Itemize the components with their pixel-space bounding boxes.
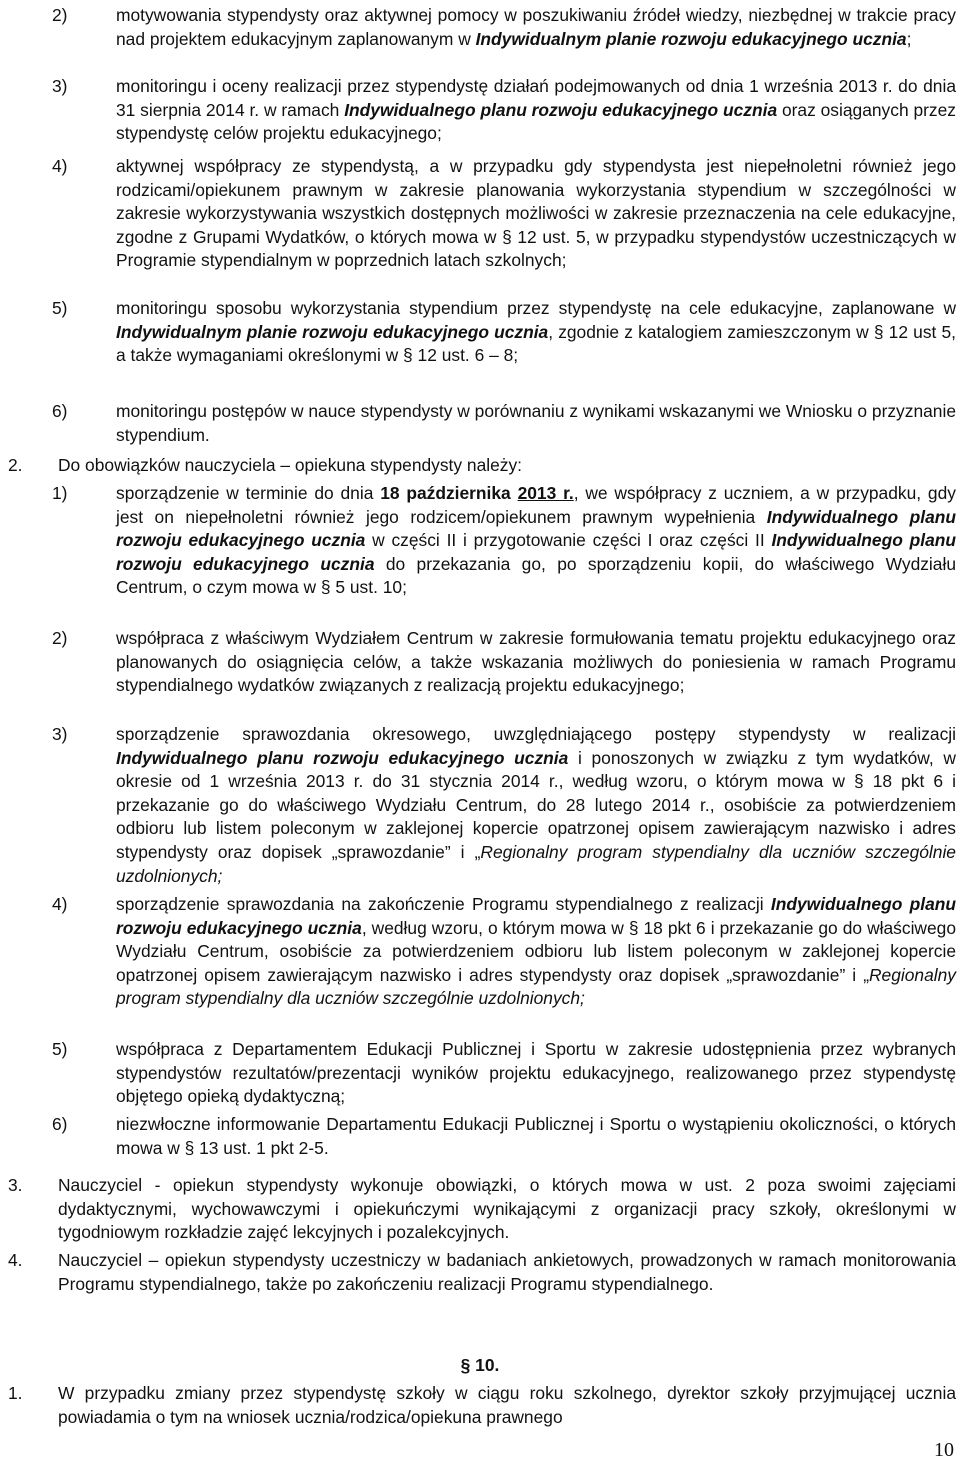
italic-title: Regionalny program stypendialny dla uczniów szczególnie uzdolnionych; <box>116 841 956 886</box>
text-run: , według wzoru, o którym mowa w § 18 pkt 6 i przekazanie go do właściwego Wydziału Centrum, osobiście za potwierdzeniem odbioru lub listem poleconym w zaklejonej kopercie opatrzonej opisem zawierającym nazwisko i adres stypendysty oraz dopisek „sprawozdanie” i „ <box>116 917 957 985</box>
list-item-text <box>116 4 956 51</box>
list-number: 3) <box>52 76 68 96</box>
text-run: ; <box>906 28 912 49</box>
text-run: , zgodnie z katalogiem zamieszczonym w § 12 ust 5, a także wymaganiami określonymi w § 12 ust. 6 – 8; <box>116 321 956 366</box>
list-item-text <box>116 75 956 146</box>
emphasis-title: Indywidualnego planu rozwoju edukacyjnego ucznia <box>116 530 957 574</box>
text-run: motywowania stypendysty oraz aktywnej pomocy w poszukiwaniu źródeł wiedzy, niezbędnej w trakcie pracy nad projektem edukacyjnym zaplanowanym w <box>116 5 956 49</box>
list-number: 5) <box>52 1039 68 1059</box>
list-item-text <box>116 627 956 698</box>
list-number: 4) <box>52 156 68 176</box>
point-number: 2. <box>8 455 23 475</box>
text-run: Nauczyciel - opiekun stypendysty wykonuje obowiązki, o których mowa w ust. 2 poza swoimi zajęciami dydaktycznymi, wychowawczymi i opiekuńczymi wynikającymi z organizacji pracy szkoły, określonymi w tygodniowym rozkładzie zajęć lekcyjnych i pozalekcyjnych. <box>58 1175 956 1243</box>
point-number: 1. <box>8 1383 23 1403</box>
text-run: W przypadku zmiany przez stypendystę szkoły w ciągu roku szkolnego, dyrektor szkoły przyjmującej ucznia powiadamia o tym na wniosek ucznia/rodzica/opiekuna prawnego <box>58 1383 956 1427</box>
text-run: monitoringu i oceny realizacji przez stypendystę działań podejmowanych od dnia 1 września 2013 r. do dnia 31 sierpnia 2014 r. w ramach <box>116 76 956 120</box>
text-run: sporządzenie sprawozdania okresowego, uwzględniającego postępy stypendysty w realizacji <box>116 724 956 744</box>
list-number: 6) <box>52 1114 68 1134</box>
list-item-text <box>116 893 956 1011</box>
text-run: monitoringu sposobu wykorzystania stypendium przez stypendystę na cele edukacyjne, zaplanowane w <box>116 298 956 318</box>
text-run <box>511 483 518 503</box>
list-item-text <box>116 482 956 600</box>
point-text <box>58 1174 956 1245</box>
point-text <box>58 1382 956 1429</box>
list-number: 4) <box>52 894 68 914</box>
emphasis-date: 18 października <box>380 483 511 503</box>
text-run: aktywnej współpracy ze stypendystą, a w przypadku gdy stypendysta jest niepełnoletni również jego rodzicami/opiekunem prawnym w zakresie planowania wykorzystania stypendium w szczególności w zakresie wykorzystywania wszystkich dostępnych możliwości w zakresie przeznaczenia na cele edukacyjne, zgodne z Grupami Wydatków, o których mowa w § 12 ust. 5, w przypadku stypendystów uczestniczących w Programie stypendialnym w poprzednich latach szkolnych; <box>116 156 956 271</box>
point-text <box>58 1249 956 1296</box>
text-run: Nauczyciel – opiekun stypendysty uczestniczy w badaniach ankietowych, prowadzonych w ramach monitorowania Programu stypendialnego, także po zakończeniu realizacji Programu stypendialnego. <box>58 1250 956 1294</box>
list-number: 5) <box>52 298 68 318</box>
list-item-text <box>116 723 956 888</box>
list-number: 2) <box>52 628 68 648</box>
point-text <box>58 454 956 478</box>
text-run: , we współpracy z uczniem, a w przypadku, gdy jest on niepełnoletni również jego rodzicem/opiekunem prawnym wypełnienia <box>116 483 956 527</box>
list-number: 2) <box>52 5 68 25</box>
page-number: 10 <box>934 1439 954 1461</box>
text-run: Do obowiązków nauczyciela – opiekuna stypendysty należy: <box>58 455 523 475</box>
emphasis-title: Indywidualnego planu rozwoju edukacyjnego ucznia <box>344 99 778 120</box>
list-item-text <box>116 155 956 273</box>
list-item-text <box>116 297 956 368</box>
emphasis-title: Indywidualnego planu rozwoju edukacyjnego ucznia <box>116 894 956 938</box>
emphasis-title: Indywidualnym planie rozwoju edukacyjnego ucznia <box>475 28 907 49</box>
text-run: monitoringu postępów w nauce stypendysty w porównaniu z wynikami wskazanymi we Wniosku o przyznanie stypendium. <box>116 401 956 445</box>
emphasis-title: Indywidualnego planu rozwoju edukacyjnego ucznia <box>116 506 957 551</box>
text-run: do przekazania go, po sporządzeniu kopii, do właściwego Wydziału Centrum, o czym mowa w § 5 ust. 10; <box>116 553 957 598</box>
text-run: współpraca z Departamentem Edukacji Publicznej i Sportu w zakresie udostępnienia przez wybranych stypendystów rezultatów/prezentacji wyników projektu edukacyjnego, realizowanego przez stypendystę objętego opieką dydaktyczną; <box>116 1039 956 1107</box>
list-number: 6) <box>52 401 68 421</box>
point-number: 4. <box>8 1250 23 1270</box>
text-run: współpraca z właściwym Wydziałem Centrum w zakresie formułowania tematu projektu edukacyjnego oraz planowanych do osiągnięcia celów, a także wskazania możliwych do poniesienia w ramach Programu stypendialnego wydatków związanych z realizacją projektu edukacyjnego; <box>116 628 956 696</box>
list-number: 1) <box>52 483 68 503</box>
text-run: w części II i przygotowanie części I oraz części II <box>365 530 772 551</box>
section-heading: § 10. <box>460 1355 500 1375</box>
list-number: 3) <box>52 724 68 744</box>
text-run: niezwłoczne informowanie Departamentu Edukacji Publicznej i Sportu o wystąpieniu okoliczności, o których mowa w § 13 ust. 1 pkt 2-5. <box>116 1114 956 1158</box>
italic-title: Regionalny program stypendialny dla uczniów szczególnie uzdolnionych; <box>116 964 956 1009</box>
emphasis-date: 2013 r. <box>517 483 574 503</box>
emphasis-title: Indywidualnym planie rozwoju edukacyjnego ucznia <box>116 321 549 342</box>
point-number: 3. <box>8 1175 23 1195</box>
list-item-text <box>116 1113 956 1160</box>
list-item-text <box>116 400 956 447</box>
text-run: sporządzenie sprawozdania na zakończenie Programu stypendialnego z realizacji <box>116 894 771 914</box>
text-run: oraz osiąganych przez stypendystę celów projektu edukacyjnego; <box>116 99 956 144</box>
emphasis-title: Indywidualnego planu rozwoju edukacyjnego ucznia <box>116 747 569 768</box>
text-run: sporządzenie w terminie do dnia <box>116 483 381 503</box>
list-item-text <box>116 1038 956 1109</box>
text-run: i ponoszonych w związku z tym wydatków, w okresie od 1 września 2013 r. do 31 stycznia 2014 r., według wzoru, o którym mowa w § 18 pkt 6 i przekazanie go do właściwego Wydziału Centrum, do 28 lutego 2014 r., osobiście za potwierdzeniem odbioru lub listem poleconym w zaklejonej kopercie opatrzonej opisem zawierającym nazwisko i adres stypendysty oraz dopisek „sprawozdanie” i „ <box>116 747 956 862</box>
